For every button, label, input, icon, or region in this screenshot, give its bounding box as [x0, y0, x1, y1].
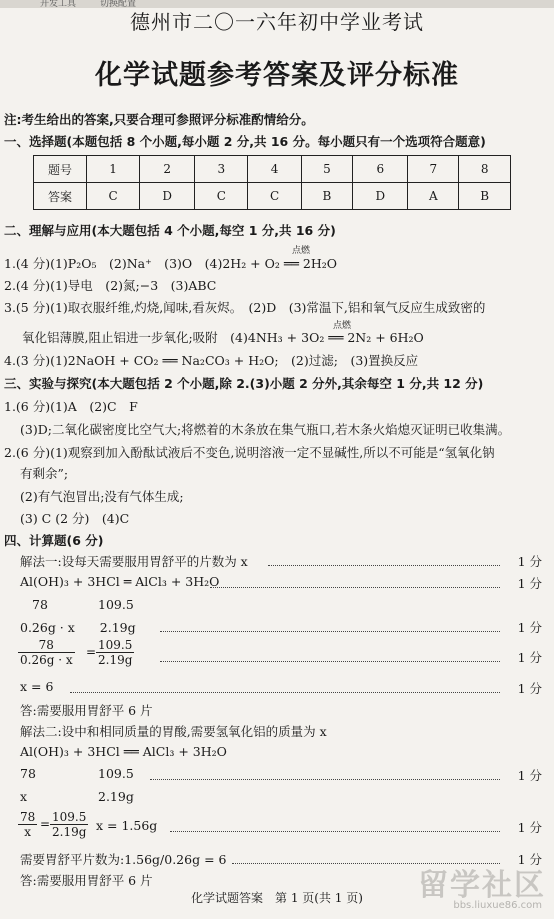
answer-line: 有剩余”;	[20, 466, 69, 481]
table-cell: 题号	[34, 156, 87, 183]
calc-line: 78	[20, 766, 36, 781]
calc-result: x = 1.56g	[96, 818, 158, 833]
table-cell: B	[301, 183, 353, 210]
toolbar-fragment: 开发工具	[40, 0, 77, 9]
leader-dots	[268, 565, 500, 566]
page-footer: 化学试题答案 第 1 页(共 1 页)	[191, 891, 363, 905]
section1-heading: 一、选择题(本题包括 8 个小题,每小题 2 分,共 16 分。每小题只有一个选项符合题意)	[4, 134, 486, 149]
watermark-logo: 留学社区	[418, 868, 546, 903]
table-cell: C	[87, 183, 140, 210]
fraction-numerator: 78	[18, 638, 75, 653]
fraction-denominator: 2.19g	[98, 653, 133, 667]
table-cell: 6	[353, 156, 408, 183]
table-cell: 答案	[34, 183, 87, 210]
calc-line: 2.19g	[98, 789, 134, 804]
fraction	[96, 638, 134, 667]
fraction	[18, 810, 37, 839]
score: 1 分	[517, 620, 542, 635]
section2-heading: 二、理解与应用(本大题包括 4 个小题,每空 1 分,共 16 分)	[4, 223, 336, 238]
table-cell: D	[353, 183, 408, 210]
leader-dots	[170, 831, 500, 832]
answer-line: 3.(5 分)(1)取衣服纤维,灼烧,闻味,看灰烬。 (2)D (3)常温下,铝和氧气反应生成致密的	[4, 300, 486, 315]
table-cell: 8	[459, 156, 511, 183]
fraction-numerator: 109.5	[50, 810, 88, 825]
answer-line: 氧化铝薄膜,阻止铝进一步氧化;吸附 (4)4NH₃ + 3O₂ ══ 2N₂ + 6H₂O	[22, 330, 424, 345]
table-cell: 3	[195, 156, 248, 183]
answer-line: (3)D;二氧化碳密度比空气大;将燃着的木条放在集气瓶口,若木条火焰熄灭证明已收集满。	[20, 422, 511, 437]
reaction-condition: 点燃	[333, 321, 352, 331]
answer-line: 2.(4 分)(1)导电 (2)氮;−3 (3)ABC	[4, 278, 217, 293]
equals-sign: =	[86, 645, 97, 659]
table-row	[34, 156, 511, 183]
answer-line: (2)有气泡冒出;没有气体生成;	[20, 489, 184, 504]
toolbar-fragment: 切换配置	[100, 0, 137, 9]
calc-line: x	[20, 789, 28, 804]
leader-dots	[70, 692, 500, 693]
equals-sign: =	[40, 817, 51, 831]
section4-heading: 四、计算题(6 分)	[4, 533, 104, 548]
watermark-url: bbs.liuxue86.com	[453, 900, 542, 911]
section3-heading: 三、实验与探究(本大题包括 2 个小题,除 2.(3)小题 2 分外,其余每空 1 分,共 12 分)	[4, 376, 484, 391]
leader-dots	[160, 661, 500, 662]
exam-title: 德州市二〇一六年初中学业考试	[130, 10, 424, 34]
calc-line: 答:需要服用胃舒平 6 片	[20, 703, 153, 718]
table-row	[34, 183, 511, 210]
answer-line: 1.(6 分)(1)A (2)C F	[4, 399, 138, 414]
calc-line: 解法一:设每天需要服用胃舒平的片数为 x	[20, 554, 248, 569]
calc-line: 109.5	[98, 766, 134, 781]
calc-line: 78	[32, 597, 48, 612]
fraction	[18, 638, 75, 667]
table-cell: C	[248, 183, 301, 210]
table-cell: C	[195, 183, 248, 210]
table-cell: D	[140, 183, 195, 210]
calc-line: 答:需要服用胃舒平 6 片	[20, 873, 153, 888]
score: 1 分	[517, 554, 542, 569]
calc-line: x = 6	[20, 679, 54, 694]
score: 1 分	[517, 576, 542, 591]
leader-dots	[210, 587, 500, 588]
table-cell: 4	[248, 156, 301, 183]
calc-line: Al(OH)₃ + 3HCl ══ AlCl₃ + 3H₂O	[20, 744, 227, 759]
calc-line: 解法二:设中和相同质量的胃酸,需要氢氧化铝的质量为 x	[20, 724, 327, 739]
table-cell: A	[408, 183, 459, 210]
fraction-numerator: 109.5	[96, 638, 134, 653]
table-cell: 5	[301, 156, 353, 183]
fraction	[50, 810, 88, 839]
calc-line: 需要胃舒平片数为:1.56g/0.26g = 6	[20, 852, 227, 867]
answer-line: 1.(4 分)(1)P₂O₅ (2)Na⁺ (3)O (4)2H₂ + O₂ ══ 2H₂O	[4, 256, 338, 271]
fraction-denominator: 2.19g	[52, 825, 87, 839]
score: 1 分	[517, 852, 542, 867]
answer-line: (3) C (2 分) (4)C	[20, 511, 130, 526]
fraction-denominator: x	[24, 825, 32, 839]
calc-line: Al(OH)₃ + 3HCl ═ AlCl₃ + 3H₂O	[20, 574, 220, 589]
table-cell: 7	[408, 156, 459, 183]
score: 1 分	[517, 820, 542, 835]
table-cell: B	[459, 183, 511, 210]
reaction-condition: 点燃	[292, 246, 311, 256]
leader-dots	[160, 631, 500, 632]
score: 1 分	[517, 650, 542, 665]
leader-dots	[150, 779, 500, 780]
document-title: 化学试题参考答案及评分标准	[95, 60, 459, 91]
table-cell: 1	[87, 156, 140, 183]
score: 1 分	[517, 681, 542, 696]
answer-line: 2.(6 分)(1)观察到加入酚酞试液后不变色,说明溶液一定不显碱性,所以不可能是“氢氧化钠	[4, 445, 495, 460]
calc-line: 0.26g · x 2.19g	[20, 620, 136, 635]
score: 1 分	[517, 768, 542, 783]
calc-line: 109.5	[98, 597, 134, 612]
fraction-denominator: 0.26g · x	[20, 653, 73, 667]
answer-line: 4.(3 分)(1)2NaOH + CO₂ ══ Na₂CO₃ + H₂O; (2)过滤; (3)置换反应	[4, 353, 419, 368]
fraction-numerator: 78	[20, 810, 36, 824]
table-cell: 2	[140, 156, 195, 183]
note: 注:考生给出的答案,只要合理可参照评分标准酌情给分。	[4, 112, 314, 127]
answer-table	[33, 155, 511, 210]
